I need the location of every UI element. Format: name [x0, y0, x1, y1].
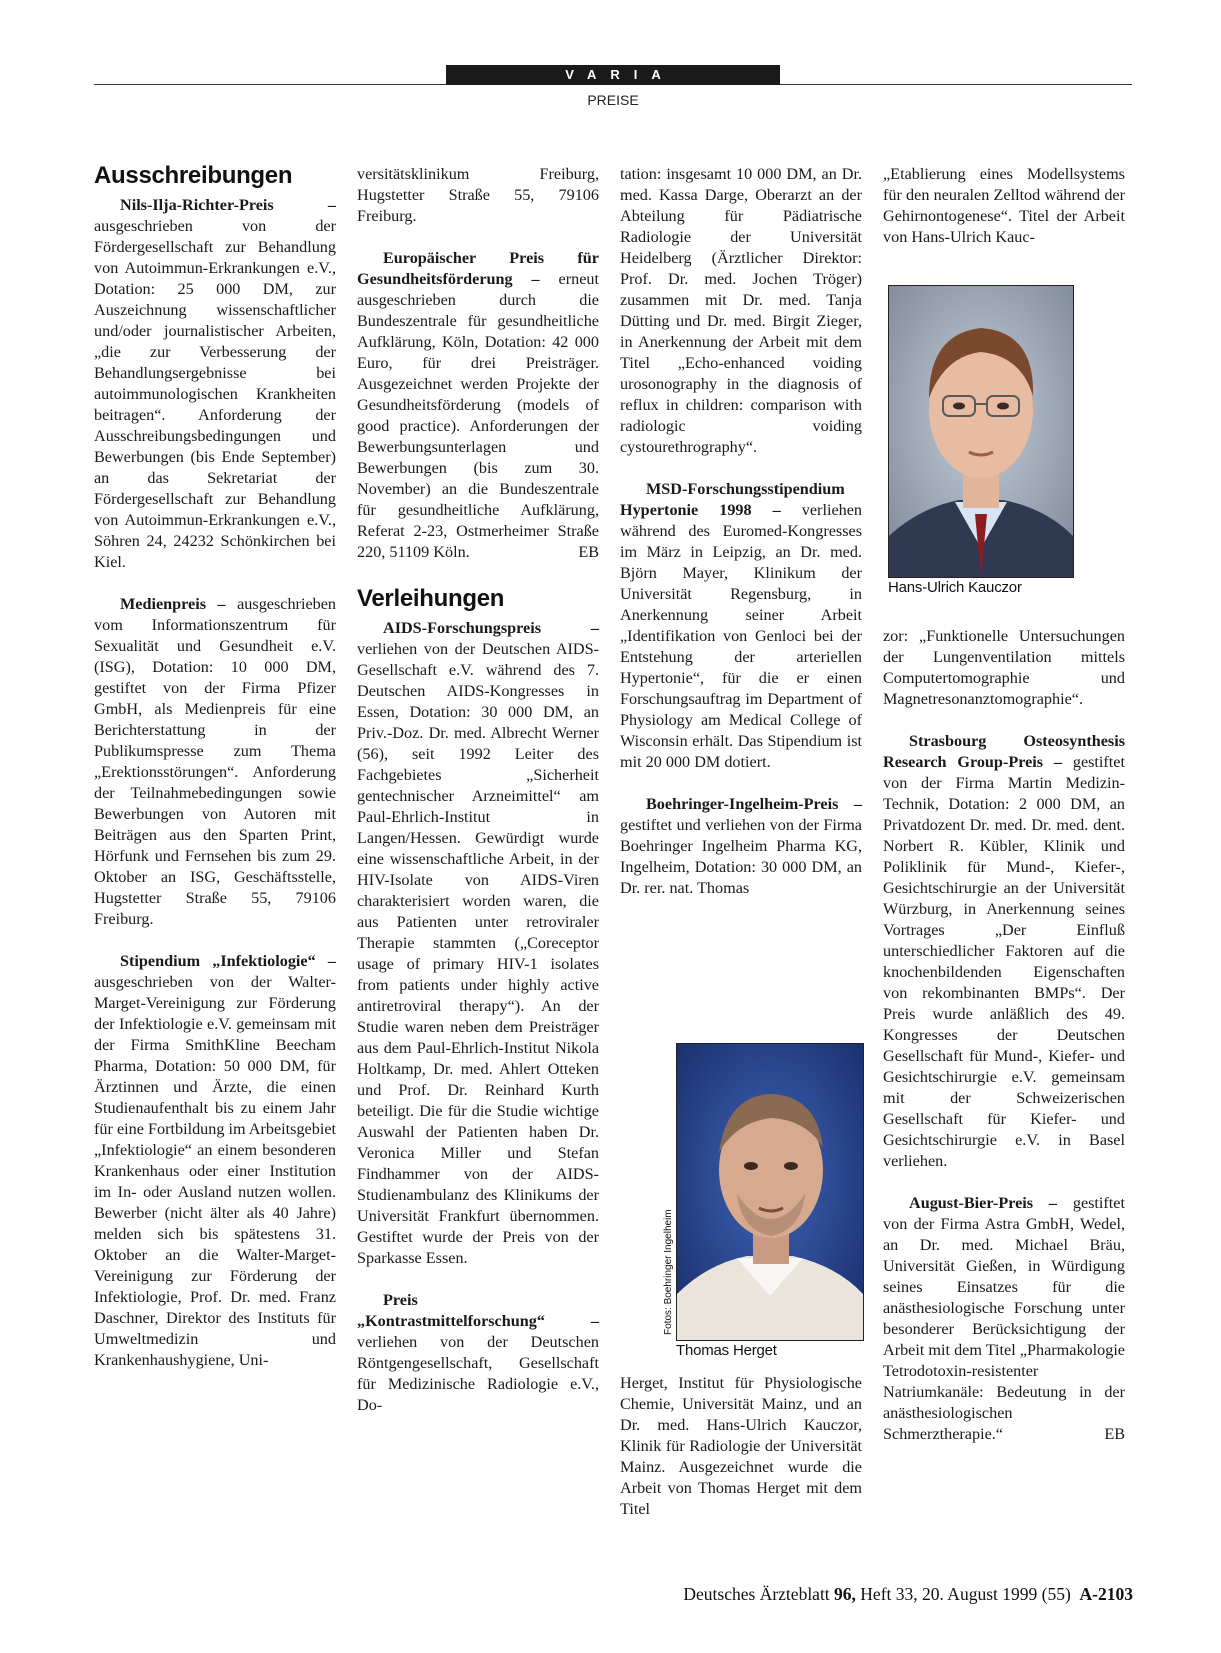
article-text: gestiftet und verliehen von der Firma Boehringer Ingelheim Pharma KG, Ingelheim, Dotation: 30 000 DM, an Dr. rer. nat. Thomas: [620, 816, 862, 897]
heading-ausschreibungen: Ausschreibungen: [94, 162, 293, 189]
article-text: ausgeschrieben von der Fördergesellschaft zur Behandlung von Autoimmun-Erkrankungen e.V., Dotation: 25 000 DM, zur Auszeichnung wissenschaftlicher und/oder journalistischer Arbeiten, „die zur Verbesserung der Behandlungsergebnisse bei autoimmunologischen Krankheiten beitragen“. Anforderung der Ausschreibungsbedingungen und Bewerbungen (bis Ende September) an das Sekretariat der Fördergesellschaft zur Behandlung von Autoimmun-Erkrankungen e.V., Söhren 24, 24232 Schönkirchen bei Kiel.: [94, 217, 336, 571]
article-text: ausgeschrieben vom Informationszentrum für Sexualität und Gesundheit e.V. (ISG), Dotation: 10 000 DM, gestiftet von der Firma Pfizer GmbH, als Medienpreis für eine Berichterstattung in der Publikumspresse zum Thema „Erektionsstörungen“. Anforderung der Teilnahmebedingungen sowie Bewerbungen von Autoren mit Beiträgen aus den Sparten Print, Hörfunk und Fernsehen bis zum 29. Oktober an ISG, Geschäftsstelle, Hugstetter Straße 55, 79106 Freiburg.: [94, 595, 337, 928]
portrait-image: [677, 1044, 863, 1340]
article-text: zor: „Funktionelle Untersuchungen der Lungenventilation mittels Computertomographie und Magnetresonanztomographie“.: [883, 627, 1125, 708]
photo-credit: Fotos: Boehringer Ingelheim: [663, 1209, 674, 1335]
article-continuation: [620, 1373, 862, 1520]
article-text: erneut ausgeschrieben durch die Bundeszentrale für gesundheitliche Aufklärung, Köln, Dotation: 42 000 Euro, für drei Preisträger. Ausgezeichnet werden Projekte der Gesundheitsförderung (models of good practice). Anforderungen der Bewerbungsunterlagen und Bewerbungen (bis zum 30. November) an die Bundeszentrale für gesundheitliche Aufklärung, Referat 2-23, Ostmerheimer Straße 220, 51109 Köln.: [357, 270, 599, 561]
column-3: [620, 164, 862, 899]
article-richter-preis: [94, 195, 336, 573]
heading-verleihungen: Verleihungen: [357, 585, 505, 612]
article-boehringer-preis: [620, 794, 862, 899]
subsection-label: PREISE: [587, 92, 639, 108]
article-text: verliehen während des Euromed-Kongresses im März in Leipzig, an Dr. med. Björn Mayer, Klinikum der Universität Regensburg, in Anerkennung seiner Arbeit „Identifikation von Genloci bei der Entstehung der arteriellen Hypertonie“, für die er einen Forschungsauftrag im Department of Physiology am Medical College of Wisconsin erhält. Das Stipendium ist mit 20 000 DM dotiert.: [620, 501, 863, 771]
article-text: versitätsklinikum Freiburg, Hugstetter Straße 55, 79106 Freiburg.: [357, 165, 599, 225]
article-aids-forschungspreis: [357, 618, 599, 1269]
section-label: VARIA: [446, 65, 780, 85]
photo-caption-kauczor: Hans-Ulrich Kauczor: [888, 579, 1022, 596]
article-lead: Medienpreis –: [120, 595, 226, 613]
article-lead: Boehringer-Ingelheim-Preis –: [646, 795, 862, 813]
article-lead: August-Bier-Preis –: [909, 1194, 1058, 1212]
article-msd-stipendium: [620, 479, 862, 773]
column-1: [94, 161, 336, 1371]
article-lead: AIDS-Forschungspreis –: [383, 619, 599, 637]
article-continuation: [620, 164, 862, 458]
article-text: verliehen von der Deutschen Röntgengesellschaft, Gesellschaft für Medizinische Radiologie e.V., Do-: [357, 1333, 599, 1414]
article-text: tation: insgesamt 10 000 DM, an Dr. med. Kassa Darge, Oberarzt an der Abteilung für Pädiatrische Radiologie der Universität Heidelberg (Ärztlicher Direktor: Prof. Dr. med. Jochen Tröger) zusammen mit Dr. med. Tanja Dütting und Dr. med. Birgit Zieger, in Anerkennung der Arbeit mit dem Titel „Echo-enhanced voiding urosonography in the diagnosis of reflux in children: comparison with radiologic voiding cystourethrography“.: [620, 165, 862, 456]
article-text: „Etablierung eines Modellsystems für den neuralen Zelltod während der Gehirnontogenese“. Titel der Arbeit von Hans-Ulrich Kauc-: [883, 165, 1125, 246]
photo-caption-herget: Thomas Herget: [676, 1342, 777, 1359]
page-footer: [606, 1584, 1133, 1605]
article-lead: MSD-Forschungsstipendium Hypertonie 1998 –: [620, 480, 845, 519]
article-text: gestiftet von der Firma Martin Medizin-Technik, Dotation: 2 000 DM, an Privatdozent Dr. med. Dr. med. dent. Norbert R. Kübler, Klinik und Poliklinik für Mund-, Kiefer-, Gesichtschirurgie an der Universität Würzburg, in Anerkennung seines Vortrages „Der Einfluß unterschiedlicher Faktoren auf die knochenbildenden Eigenschaften von rekombinanten BMPs“. Der Preis wurde anläßlich des 49. Kongresses der Deutschen Gesellschaft für Mund-, Kiefer- und Gesichtschirurgie e.V. gemeinsam mit der Schweizerischen Gesellschaft für Kiefer- und Gesichtschirurgie e.V. in Basel verliehen.: [883, 753, 1125, 1170]
article-lead: Nils-Ilja-Richter-Preis –: [120, 196, 336, 214]
column-2: [357, 164, 599, 1416]
article-continuation: [883, 164, 1125, 248]
journal-volume: 96,: [834, 1584, 856, 1604]
article-text: Herget, Institut für Physiologische Chemie, Universität Mainz, und an Dr. med. Hans-Ulrich Kauczor, Klinik für Radiologie der Universität Mainz. Ausgezeichnet wurde die Arbeit von Thomas Herget mit dem Titel: [620, 1374, 862, 1518]
photo-thomas-herget: [676, 1043, 864, 1341]
article-continuation: [357, 164, 599, 227]
article-text: gestiftet von der Firma Astra GmbH, Wedel, an Dr. med. Michael Bräu, Universität Gießen, in Würdigung seines Einsatzes für die anästhesiologische Forschung unter besonderer Berücksichtigung der Arbeit mit dem Titel „Pharmakologie Tetrodotoxin-resistenter Natriumkanäle: Bedeutung in der anästhesiologischen Schmerztherapie.“: [883, 1194, 1125, 1443]
author-sign: EB: [578, 543, 599, 561]
page-number: A-2103: [1079, 1584, 1133, 1604]
author-sign: EB: [1104, 1425, 1125, 1443]
article-strasbourg-preis: [883, 731, 1125, 1172]
article-august-bier-preis: [883, 1193, 1125, 1445]
photo-hans-ulrich-kauczor: [888, 285, 1074, 578]
article-lead: Stipendium „Infektiologie“ –: [120, 952, 336, 970]
article-kontrastmittelforschung: [357, 1290, 599, 1416]
column-3-continued: [620, 1373, 862, 1520]
article-lead: Europäischer Preis für Gesundheitsförderung –: [357, 249, 599, 288]
portrait-image: [889, 286, 1073, 577]
journal-name: Deutsches Ärzteblatt: [683, 1584, 830, 1604]
article-text: verliehen von der Deutschen AIDS-Gesellschaft e.V. während des 7. Deutschen AIDS-Kongresses in Essen, Dotation: 30 000 DM, an Priv.-Doz. Dr. med. Albrecht Werner (56), seit 1992 Leiter des Fachgebietes „Sicherheit gentechnischer Arzneimittel“ am Paul-Ehrlich-Institut in Langen/Hessen. Gewürdigt wurde eine wissenschaftliche Arbeit, in der HIV-Isolate von AIDS-Viren charakterisiert worden waren, die aus Patienten unter retroviraler Therapie stammten („Coreceptor usage of primary HIV-1 isolates from patients under highly active antiretroviral therapy“). An der Studie waren neben dem Preisträger aus dem Paul-Ehrlich-Institut Nikola Holtkamp, Dr. med. Ahlert Otteken und Prof. Dr. Reinhard Kurth beteiligt. Die für die Studie wichtige Auswahl der Patienten haben Dr. Veronica Miller und Stefan Findhammer von der AIDS-Studienambulanz des Klinikums der Universität Frankfurt übernommen. Gestiftet wurde der Preis von der Sparkasse Essen.: [357, 640, 599, 1267]
article-stipendium-infektiologie: [94, 951, 336, 1371]
article-continuation: [883, 626, 1125, 710]
journal-issue: Heft 33, 20. August 1999 (55): [860, 1584, 1071, 1604]
article-lead: Strasbourg Osteosynthesis Research Group-Preis –: [883, 732, 1125, 771]
article-lead: Preis „Kontrastmittelforschung“ –: [357, 1291, 599, 1330]
article-medienpreis: [94, 594, 336, 930]
column-4: [883, 164, 1125, 248]
article-text: ausgeschrieben von der Walter-Marget-Vereinigung zur Förderung der Infektiologie e.V. gemeinsam mit der Firma SmithKline Beecham Pharma, Dotation: 50 000 DM, für Ärztinnen und Ärzte, die einen Studienaufenthalt bis zu einem Jahr für eine Fortbildung im Arbeitsgebiet „Infektiologie“ an einem besonderen Krankenhaus oder einer Institution im In- oder Ausland nutzen wollen. Bewerber (nicht älter als 40 Jahre) melden sich bis spätestens 31. Oktober an die Walter-Marget-Vereinigung zur Förderung der Infektiologie, Prof. Dr. med. Franz Daschner, Direktor des Instituts für Umweltmedizin und Krankenhaushygiene, Uni-: [94, 973, 336, 1369]
column-4-continued: [883, 626, 1125, 1445]
article-europaeischer-preis: [357, 248, 599, 563]
